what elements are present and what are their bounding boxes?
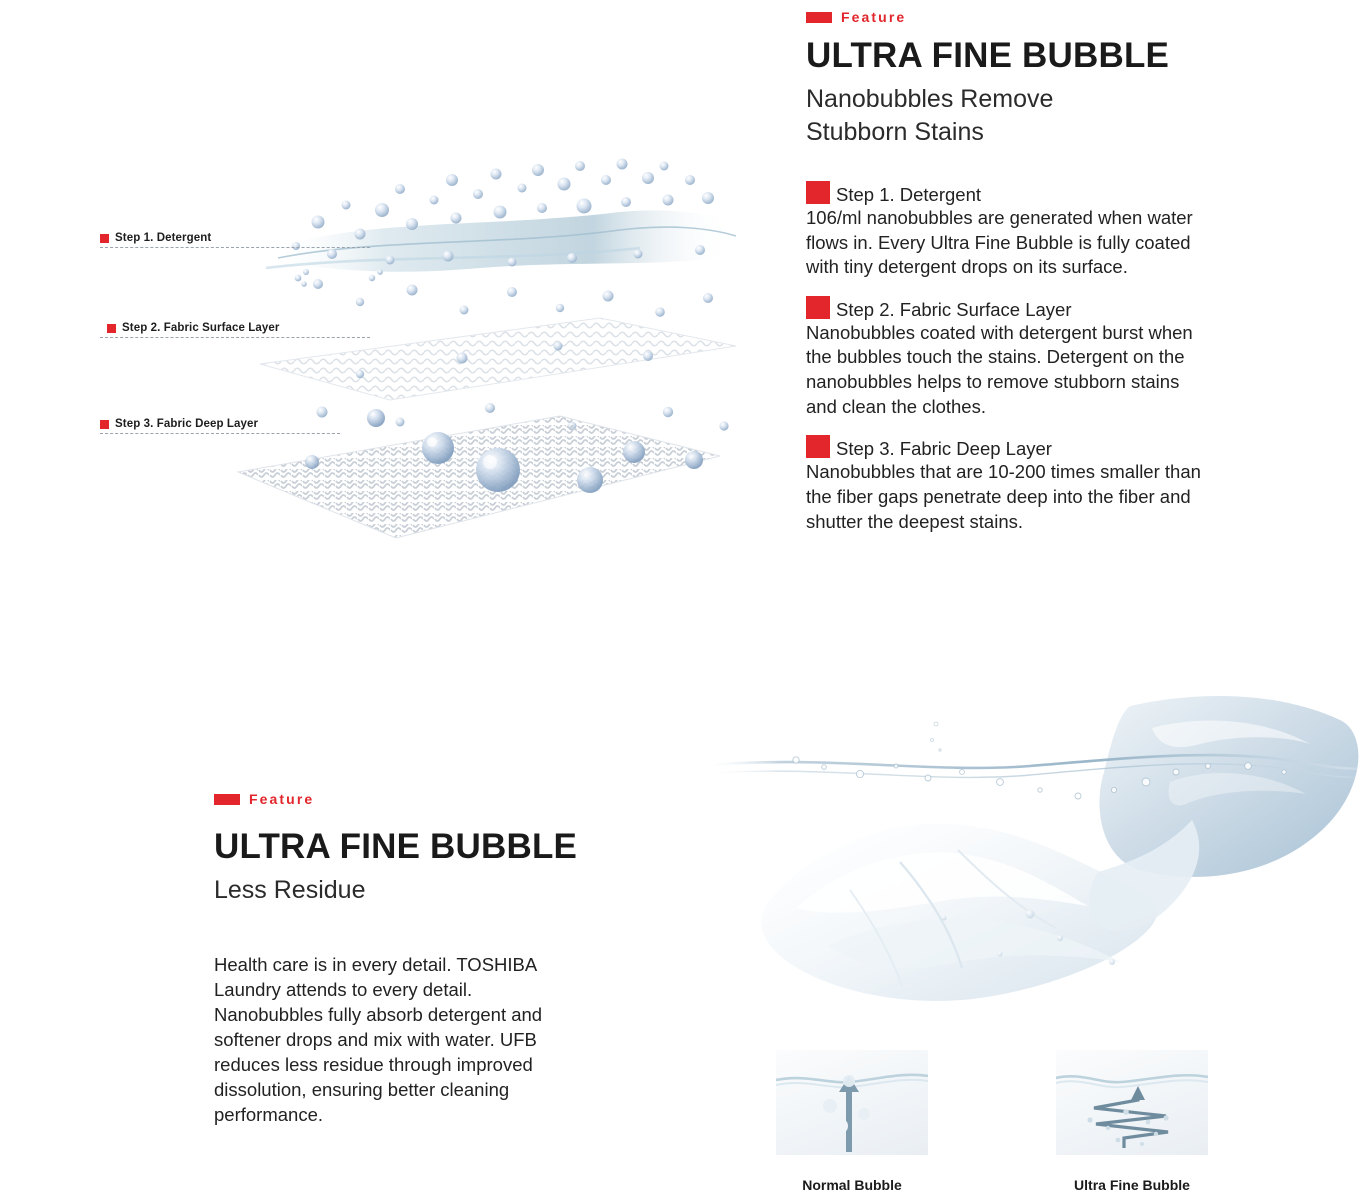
page-title-top: ULTRA FINE BUBBLE <box>806 36 1170 75</box>
feature-tag-bottom <box>214 792 574 806</box>
step-heading-label: Step 3. Fabric Deep Layer <box>836 438 1052 460</box>
red-square-icon <box>100 420 109 429</box>
step-heading-3 <box>806 437 1206 460</box>
ultra-fine-bubble-illustration <box>1056 1050 1208 1155</box>
step-block-3 <box>806 437 1206 534</box>
leader-line-step-2 <box>100 337 370 338</box>
feature-tag-top <box>806 10 1206 24</box>
ufb-layers-diagram <box>60 150 740 550</box>
step-heading-label: Step 1. Detergent <box>836 183 982 205</box>
comparison-item-ultra-fine-bubble <box>1056 1050 1208 1193</box>
feature-tag-label: Feature <box>249 791 315 807</box>
page-subtitle-bottom: Less Residue <box>214 875 366 904</box>
page-subtitle-top <box>806 83 1206 149</box>
red-bar-icon <box>214 794 240 805</box>
diagram-label-step-2 <box>107 322 279 334</box>
subtitle-line-1: Nanobubbles Remove <box>806 84 1054 113</box>
step-heading-1 <box>806 183 1206 206</box>
subtitle-line-2: Stubborn Stains <box>806 117 984 146</box>
page-title-bottom: ULTRA FINE BUBBLE <box>214 827 578 866</box>
comparison-caption: Normal Bubble <box>802 1177 902 1193</box>
leader-line-step-1 <box>100 247 370 248</box>
bottom-paragraph: Health care is in every detail. TOSHIBA Laundry attends to every detail. Nanobubbles fully absorb detergent and softener drops and mix with water. UFB reduces less residue through improved dissolution, ensuring better cleaning performance. <box>214 953 543 1125</box>
red-square-icon <box>100 234 109 243</box>
red-square-icon <box>806 296 830 319</box>
bubble-comparison-row <box>700 1050 1366 1193</box>
step-body-2: Nanobubbles coated with detergent burst when the bubbles touch the stains. Detergent on the nanobubbles helps to remove stubborn stains and clean the clothes. <box>806 321 1193 417</box>
feature-tag-label: Feature <box>841 9 907 25</box>
comparison-caption: Ultra Fine Bubble <box>1074 1177 1190 1193</box>
ultra-fine-bubble-thumbnail <box>1056 1050 1208 1155</box>
step-heading-2 <box>806 298 1206 321</box>
step-block-1 <box>806 183 1206 280</box>
step-body-3: Nanobubbles that are 10-200 times smaller than the fiber gaps penetrate deep into the fiber and shutter the deepest stains. <box>806 461 1201 532</box>
top-copy-block <box>806 10 1206 552</box>
comparison-item-normal-bubble <box>776 1050 928 1193</box>
bottom-copy-block <box>214 791 578 1128</box>
step-body-1: 106/ml nanobubbles are generated when water flows in. Every Ultra Fine Bubble is fully coated with tiny detergent drops on its surface. <box>806 206 1193 278</box>
diagram-label-step-1 <box>100 232 211 244</box>
red-square-icon <box>806 181 830 204</box>
diagram-illustration <box>60 150 740 550</box>
red-square-icon <box>107 324 116 333</box>
step-block-2 <box>806 298 1206 420</box>
diagram-label-step-3 <box>100 418 258 430</box>
normal-bubble-thumbnail <box>776 1050 928 1155</box>
diagram-label-text: Step 1. Detergent <box>115 232 212 244</box>
diagram-label-text: Step 2. Fabric Surface Layer <box>122 322 280 334</box>
step-heading-label: Step 2. Fabric Surface Layer <box>836 298 1072 320</box>
diagram-label-text: Step 3. Fabric Deep Layer <box>115 418 259 430</box>
red-bar-icon <box>806 12 832 23</box>
normal-bubble-illustration <box>776 1050 928 1155</box>
red-square-icon <box>806 435 830 458</box>
leader-line-step-3 <box>100 433 340 434</box>
hero-illustration <box>700 662 1366 1042</box>
fabric-in-water-photo <box>700 662 1366 1042</box>
